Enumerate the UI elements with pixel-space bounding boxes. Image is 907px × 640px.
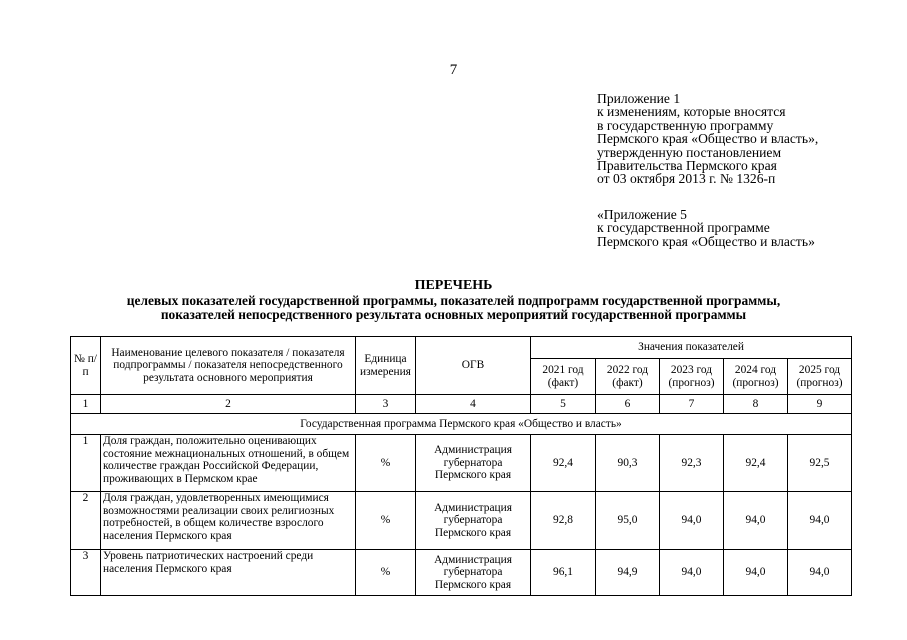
row-num: 1 xyxy=(71,435,101,492)
header-year-2022: 2022 год (факт) xyxy=(596,359,660,395)
column-number: 8 xyxy=(724,395,788,414)
row-value-2025: 94,0 xyxy=(788,550,852,596)
row-value-2023: 94,0 xyxy=(660,550,724,596)
row-value-2024: 94,0 xyxy=(724,492,788,550)
program-title: Государственная программа Пермского края «Общество и власть» xyxy=(71,414,852,435)
row-value-2025: 94,0 xyxy=(788,492,852,550)
header-year-2025: 2025 год (прогноз) xyxy=(788,359,852,395)
appendix-1-line: к изменениям, которые вносятся xyxy=(597,104,786,120)
column-number: 6 xyxy=(596,395,660,414)
table-row xyxy=(71,435,852,492)
appendix-1-line: Приложение 1 xyxy=(597,91,681,106)
row-value-2023: 94,0 xyxy=(660,492,724,550)
indicators-table xyxy=(70,336,852,596)
row-name: Доля граждан, положительно оценивающих состояние межнациональных отношений, в общем количестве граждан Российской Федерации, проживающих в Пермском крае xyxy=(101,435,356,492)
row-unit: % xyxy=(356,550,416,596)
subtitle-line: показателей непосредственного результата основных мероприятий государственной программы xyxy=(160,306,747,322)
page-number: 7 xyxy=(449,62,458,78)
row-num: 2 xyxy=(71,492,101,550)
header-row xyxy=(71,337,852,359)
row-value-2024: 94,0 xyxy=(724,550,788,596)
column-number: 1 xyxy=(71,395,101,414)
column-number: 5 xyxy=(531,395,596,414)
appendix-5-header xyxy=(597,208,815,248)
row-value-2023: 92,3 xyxy=(660,435,724,492)
appendix-5-line: «Приложение 5 xyxy=(597,207,687,222)
row-value-2022: 90,3 xyxy=(596,435,660,492)
row-ogv: Администрация губернатора Пермского края xyxy=(416,435,531,492)
row-ogv: Администрация губернатора Пермского края xyxy=(416,550,531,596)
header-year-2023: 2023 год (прогноз) xyxy=(660,359,724,395)
table-row xyxy=(71,492,852,550)
appendix-1-line: Правительства Пермского края xyxy=(597,158,777,174)
document-title: ПЕРЕЧЕНЬ xyxy=(414,278,493,293)
header-year-2024: 2024 год (прогноз) xyxy=(724,359,788,395)
column-number: 2 xyxy=(101,395,356,414)
row-unit: % xyxy=(356,492,416,550)
column-number: 3 xyxy=(356,395,416,414)
subtitle-line: целевых показателей государственной программы, показателей подпрограмм государственной программы, xyxy=(126,293,781,308)
row-name: Доля граждан, удовлетворенных имеющимися возможностями реализации своих религиозных потребностей, в общем количестве взрослого населения Пермского края xyxy=(101,492,356,550)
appendix-1-line: в государственную программу xyxy=(597,117,774,133)
row-value-2021: 96,1 xyxy=(531,550,596,596)
program-row xyxy=(71,414,852,435)
header-year-2021: 2021 год (факт) xyxy=(531,359,596,395)
header-num: № п/п xyxy=(71,337,101,395)
row-value-2021: 92,8 xyxy=(531,492,596,550)
row-unit: % xyxy=(356,435,416,492)
table-row xyxy=(71,550,852,596)
row-ogv: Администрация губернатора Пермского края xyxy=(416,492,531,550)
header-name: Наименование целевого показателя / показателя подпрограммы / показателя непосредственного результата основного мероприятия xyxy=(101,337,356,395)
header-values-group: Значения показателей xyxy=(531,337,852,359)
column-numbers-row xyxy=(71,395,852,414)
row-value-2024: 92,4 xyxy=(724,435,788,492)
appendix-5-line: Пермского края «Общество и власть» xyxy=(597,233,815,249)
header-ogv: ОГВ xyxy=(416,337,531,395)
row-value-2022: 94,9 xyxy=(596,550,660,596)
appendix-5-line: к государственной программе xyxy=(597,220,770,236)
row-num: 3 xyxy=(71,550,101,596)
header-unit: Единица измерения xyxy=(356,337,416,395)
column-number: 7 xyxy=(660,395,724,414)
appendix-1-line: от 03 октября 2013 г. № 1326-п xyxy=(597,171,776,187)
column-number: 4 xyxy=(416,395,531,414)
column-number: 9 xyxy=(788,395,852,414)
appendix-1-line: Пермского края «Общество и власть», xyxy=(597,131,819,147)
document-subtitle xyxy=(0,294,907,321)
row-value-2021: 92,4 xyxy=(531,435,596,492)
row-value-2022: 95,0 xyxy=(596,492,660,550)
row-value-2025: 92,5 xyxy=(788,435,852,492)
row-name: Уровень патриотических настроений среди населения Пермского края xyxy=(101,550,356,596)
appendix-1-header xyxy=(597,92,818,186)
appendix-1-line: утвержденную постановлением xyxy=(597,144,782,160)
